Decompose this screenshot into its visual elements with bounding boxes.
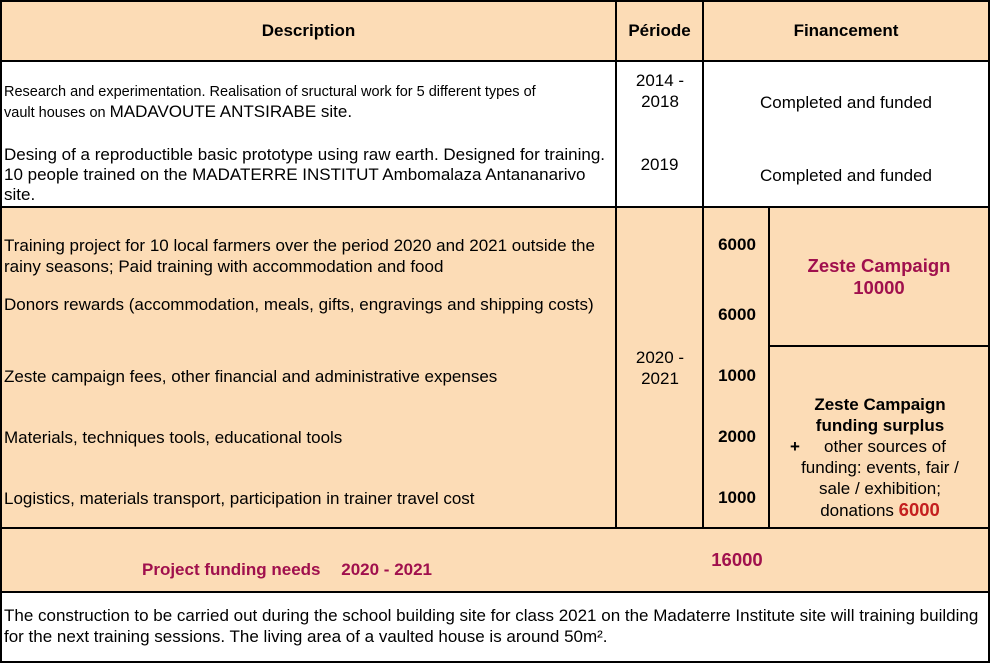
col-divider-funding (702, 0, 704, 529)
funding-split-line (768, 345, 990, 347)
header-periode: Période (628, 21, 691, 40)
campaign-item-logistics-amount: 1000 (718, 488, 756, 507)
campaign-item-rewards-amount: 6000 (718, 305, 756, 324)
research-desc-line1: Research and experimentation. Realisation of sructural work for 5 different types of (4, 84, 536, 100)
footer-note: The construction to be carried out during the school building site for class 2021 on the Madaterre Institute site will training building for the next training sessions. The living area of a vaulted house is around 50m². (4, 606, 979, 646)
header-description: Description (261, 21, 356, 40)
research-description (4, 83, 612, 123)
header-financement: Financement (793, 21, 899, 40)
campaign-period: 2020 - 2021 (635, 348, 685, 388)
zeste-campaign-amount: 10000 (853, 277, 905, 298)
zeste-campaign (770, 255, 988, 299)
border-footer (0, 591, 990, 593)
needs-label: Project funding needs (142, 560, 321, 579)
prototype-period: 2019 (640, 155, 679, 174)
border-right (988, 0, 990, 663)
campaign-item-training-amount: 6000 (718, 235, 756, 254)
surplus-amount: 6000 (898, 499, 940, 520)
surplus-box (790, 394, 970, 521)
needs-total: 16000 (711, 549, 763, 570)
border-bottom (0, 661, 990, 663)
research-period: 2014 - 2018 (635, 71, 685, 111)
border-left (0, 0, 2, 663)
research-desc-line2-small: vault houses on (4, 105, 110, 121)
zeste-campaign-label: Zeste Campaign (807, 255, 951, 276)
campaign-item-rewards-desc: Donors rewards (accommodation, meals, gifts, engravings and shipping costs) (4, 295, 594, 314)
campaign-item-training-desc: Training project for 10 local farmers over the period 2020 and 2021 outside the rainy seasons; Paid training with accommodation and food (4, 236, 595, 276)
prototype-description: Desing of a reproductible basic prototype using raw earth. Designed for training. 10 people trained on the MADATERRE INSTITUT Ambomalaza Antananarivo site. (4, 145, 606, 204)
campaign-item-fees-amount: 1000 (718, 366, 756, 385)
surplus-title: Zeste Campaign funding surplus (814, 395, 946, 435)
campaign-item-materials-amount: 2000 (718, 427, 756, 446)
campaign-item-materials-desc: Materials, techniques tools, educational tools (4, 428, 343, 447)
border-header (0, 60, 990, 62)
research-desc-line2-big: MADAVOUTE ANTSIRABE site. (109, 102, 353, 121)
border-campaign (0, 206, 990, 208)
needs-label-line (142, 560, 432, 580)
prototype-funding: Completed and funded (759, 166, 933, 185)
campaign-item-fees-desc: Zeste campaign fees, other financial and administrative expenses (4, 367, 498, 386)
col-divider-period (615, 0, 617, 529)
campaign-item-logistics-desc: Logistics, materials transport, participation in trainer travel cost (4, 489, 475, 508)
border-needs (0, 527, 990, 529)
needs-period: 2020 - 2021 (341, 560, 433, 579)
surplus-text: other sources of funding: events, fair / sale / exhibition; donations (801, 437, 959, 520)
surplus-plus: + (790, 437, 800, 456)
research-funding: Completed and funded (759, 93, 933, 112)
